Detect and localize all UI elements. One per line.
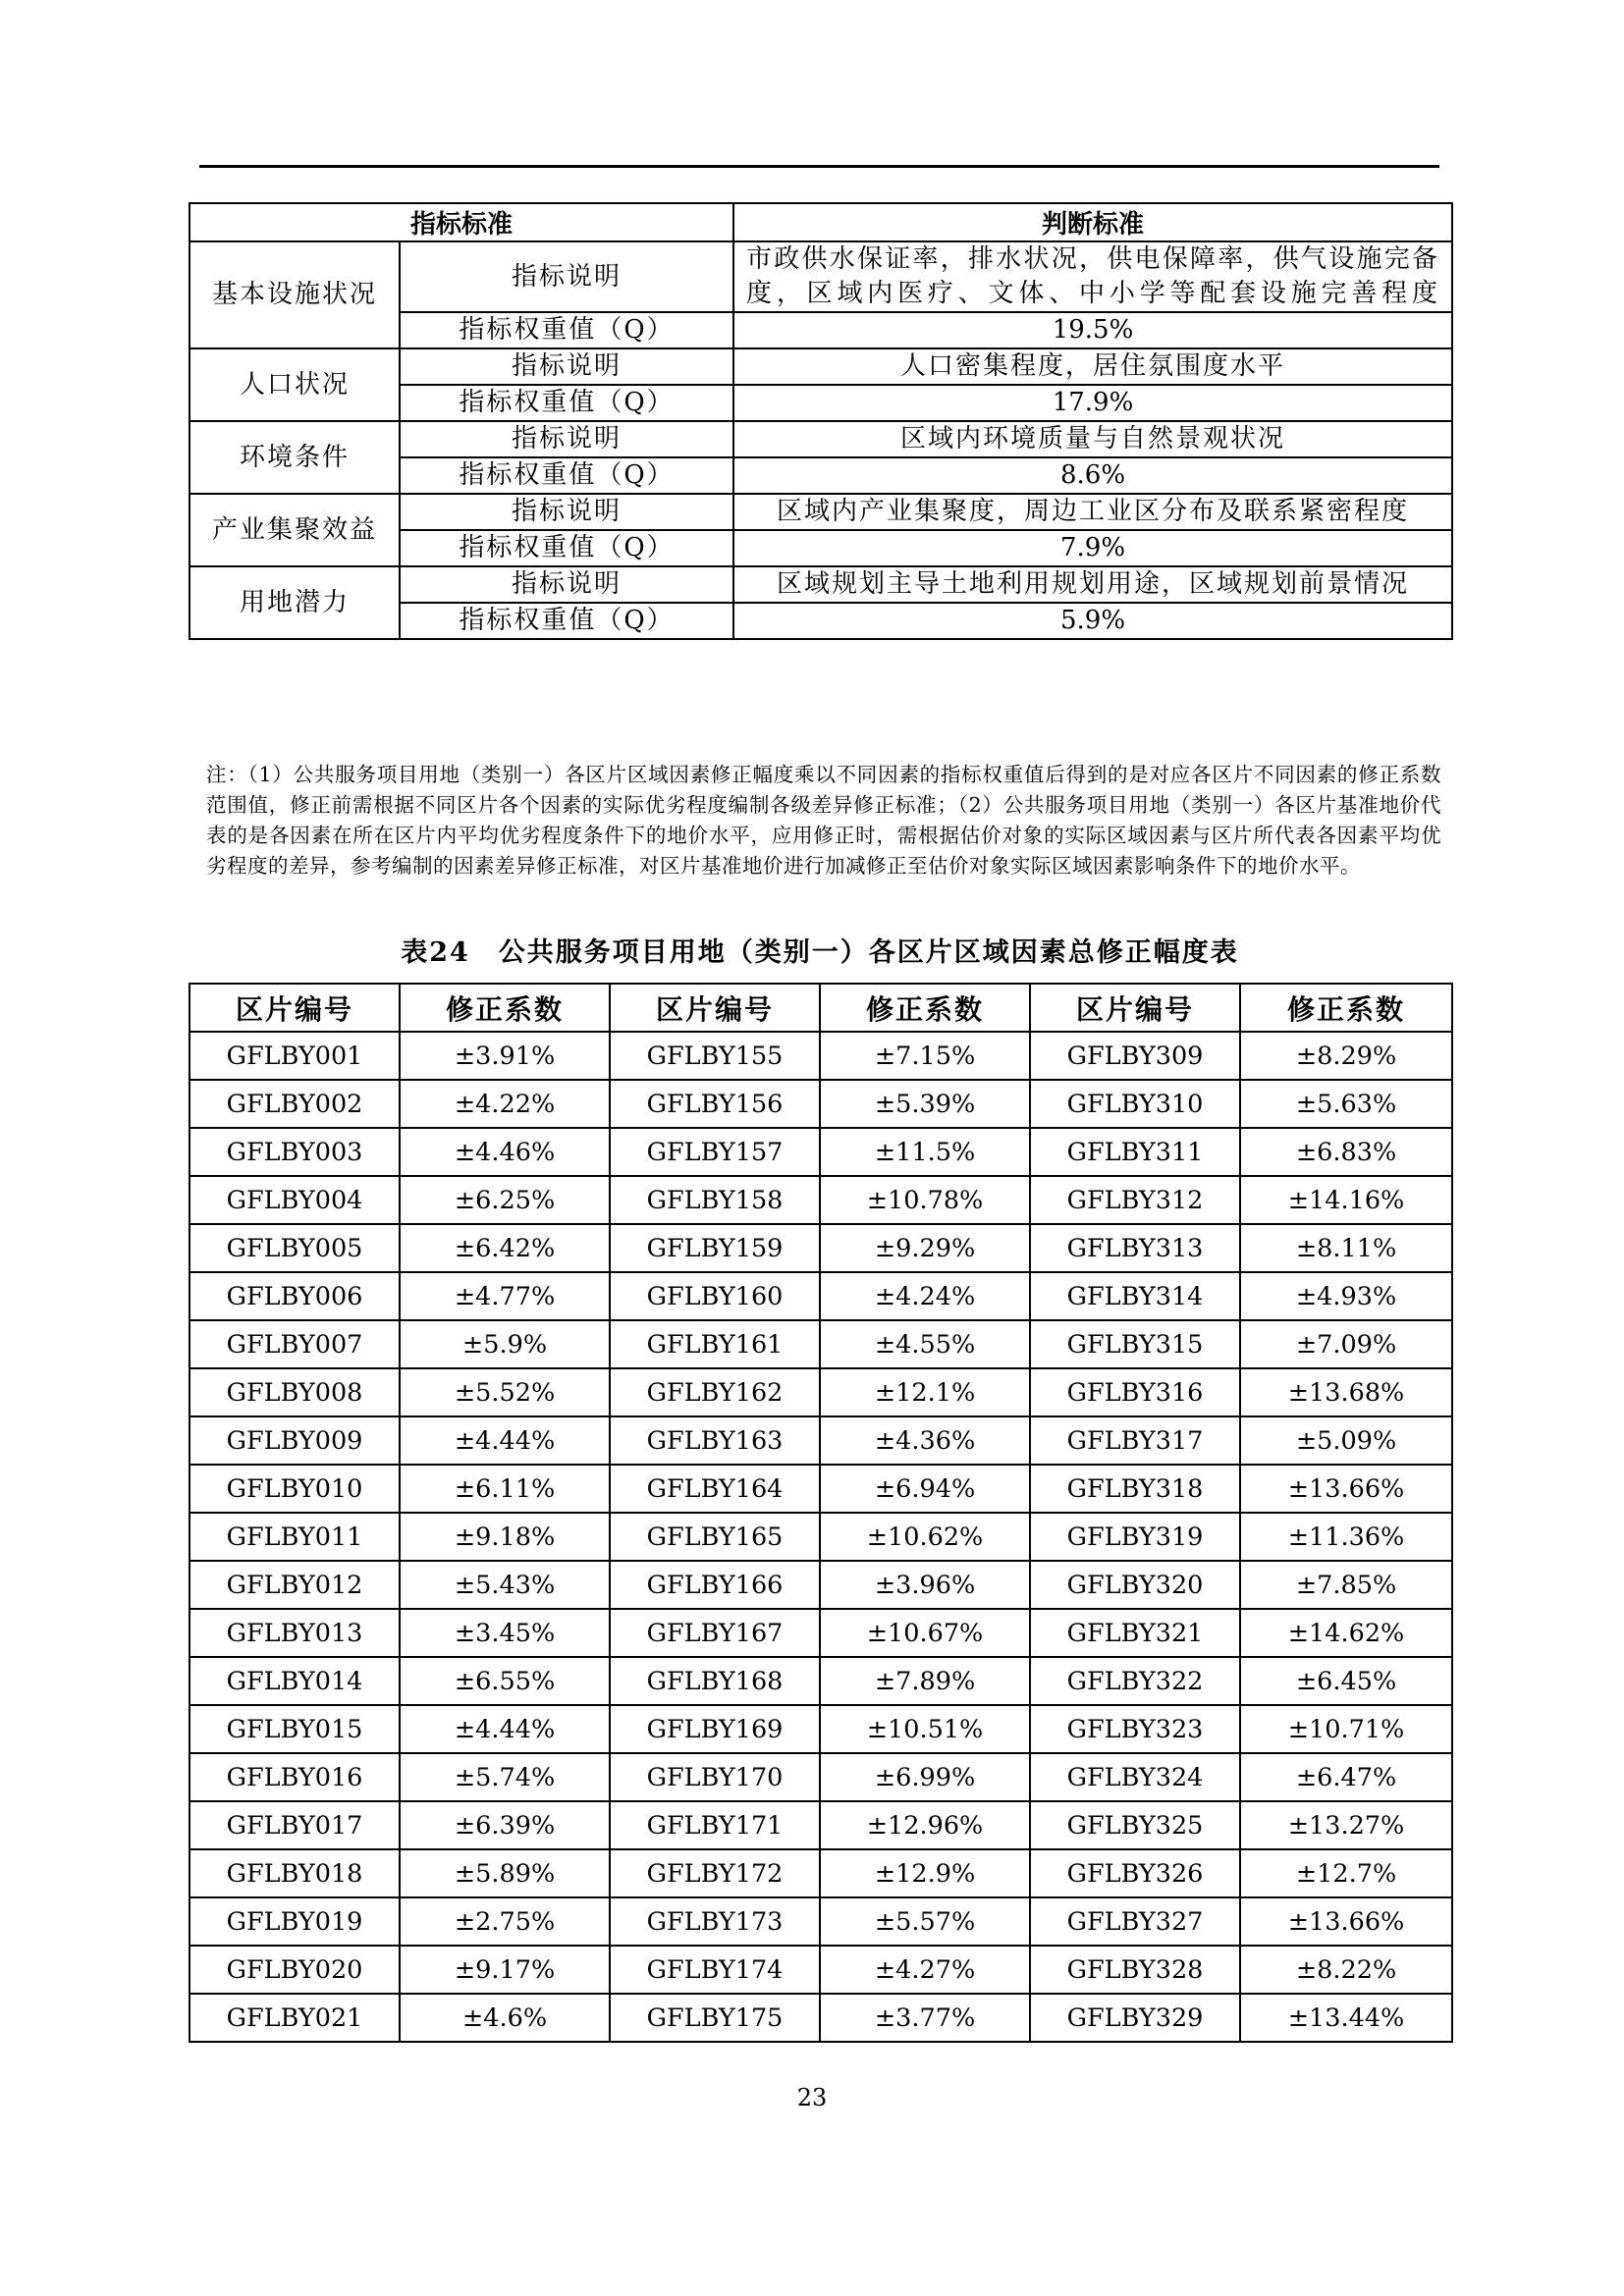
zone-id-cell: GFLBY016 [189, 1753, 400, 1801]
coefficient-cell: ±12.96% [820, 1801, 1030, 1849]
desc-label: 指标说明 [400, 421, 733, 457]
coefficient-cell: ±6.11% [400, 1465, 610, 1513]
coefficient-cell: ±4.6% [400, 1994, 610, 2042]
coefficient-cell: ±5.39% [820, 1080, 1030, 1128]
zone-id-cell: GFLBY324 [1030, 1753, 1240, 1801]
standards-row [189, 241, 1452, 312]
zone-id-cell: GFLBY315 [1030, 1320, 1240, 1368]
coefficient-cell: ±5.9% [400, 1320, 610, 1368]
col-header-zone-id: 区片编号 [610, 984, 820, 1032]
zone-id-cell: GFLBY163 [610, 1416, 820, 1465]
table-row [189, 1465, 1452, 1513]
coefficient-cell: ±4.93% [1240, 1272, 1452, 1320]
coefficient-cell: ±7.09% [1240, 1320, 1452, 1368]
header-rule [199, 165, 1439, 168]
zone-id-cell: GFLBY020 [189, 1946, 400, 1994]
coefficient-cell: ±2.75% [400, 1897, 610, 1946]
zone-id-cell: GFLBY019 [189, 1897, 400, 1946]
zone-id-cell: GFLBY174 [610, 1946, 820, 1994]
desc-text: 区域内环境质量与自然景观状况 [733, 421, 1452, 457]
col-header-zone-id: 区片编号 [189, 984, 400, 1032]
coefficient-cell: ±3.77% [820, 1994, 1030, 2042]
zone-id-cell: GFLBY166 [610, 1561, 820, 1609]
zone-id-cell: GFLBY021 [189, 1994, 400, 2042]
coefficient-cell: ±7.89% [820, 1657, 1030, 1705]
coefficient-cell: ±6.25% [400, 1176, 610, 1224]
desc-text: 市政供水保证率，排水状况，供电保障率，供气设施完备度，区域内医疗、文体、中小学等配套设施完善程度 [733, 241, 1452, 312]
coefficient-cell: ±5.57% [820, 1897, 1030, 1946]
coefficient-cell: ±3.91% [400, 1032, 610, 1080]
zone-id-cell: GFLBY003 [189, 1128, 400, 1176]
table-row [189, 1753, 1452, 1801]
desc-label: 指标说明 [400, 241, 733, 312]
coefficient-cell: ±10.67% [820, 1609, 1030, 1657]
coefficient-cell: ±12.7% [1240, 1849, 1452, 1897]
standards-row [189, 348, 1452, 385]
coefficient-cell: ±6.99% [820, 1753, 1030, 1801]
standards-row [189, 421, 1452, 457]
zone-id-cell: GFLBY310 [1030, 1080, 1240, 1128]
coefficient-cell: ±6.94% [820, 1465, 1030, 1513]
coefficient-cell: ±14.16% [1240, 1176, 1452, 1224]
table-row [189, 1368, 1452, 1416]
weight-value: 7.9% [733, 530, 1452, 566]
zone-id-cell: GFLBY168 [610, 1657, 820, 1705]
zone-id-cell: GFLBY325 [1030, 1801, 1240, 1849]
coefficient-cell: ±5.43% [400, 1561, 610, 1609]
weight-label: 指标权重值（Q） [400, 312, 733, 348]
coefficient-cell: ±11.5% [820, 1128, 1030, 1176]
zone-id-cell: GFLBY155 [610, 1032, 820, 1080]
coefficient-cell: ±6.45% [1240, 1657, 1452, 1705]
zone-id-cell: GFLBY002 [189, 1080, 400, 1128]
table24-caption: 表24 公共服务项目用地（类别一）各区片区域因素总修正幅度表 [401, 937, 1239, 968]
zone-id-cell: GFLBY327 [1030, 1897, 1240, 1946]
page-number: 23 [796, 2084, 828, 2111]
zone-id-cell: GFLBY013 [189, 1609, 400, 1657]
col-header-coefficient: 修正系数 [820, 984, 1030, 1032]
weight-label: 指标权重值（Q） [400, 530, 733, 566]
weight-value: 17.9% [733, 385, 1452, 421]
factor-name: 用地潜力 [189, 566, 400, 639]
zone-id-cell: GFLBY017 [189, 1801, 400, 1849]
zone-id-cell: GFLBY014 [189, 1657, 400, 1705]
zone-id-cell: GFLBY012 [189, 1561, 400, 1609]
coefficient-table [189, 983, 1453, 2043]
weight-value: 8.6% [733, 457, 1452, 494]
factor-name: 环境条件 [189, 421, 400, 494]
weight-label: 指标权重值（Q） [400, 603, 733, 639]
table-row [189, 1032, 1452, 1080]
zone-id-cell: GFLBY316 [1030, 1368, 1240, 1416]
table-row [189, 1320, 1452, 1368]
table-row [189, 1513, 1452, 1561]
table-row [189, 1080, 1452, 1128]
coefficient-cell: ±13.44% [1240, 1994, 1452, 2042]
table-row [189, 1224, 1452, 1272]
table-row [189, 1705, 1452, 1753]
table-row [189, 1897, 1452, 1946]
coefficient-cell: ±7.15% [820, 1032, 1030, 1080]
zone-id-cell: GFLBY318 [1030, 1465, 1240, 1513]
standards-header-indicator: 指标标准 [189, 203, 733, 241]
zone-id-cell: GFLBY015 [189, 1705, 400, 1753]
table-row [189, 1561, 1452, 1609]
zone-id-cell: GFLBY007 [189, 1320, 400, 1368]
coefficient-cell: ±6.55% [400, 1657, 610, 1705]
standards-row [189, 494, 1452, 530]
coefficient-cell: ±5.52% [400, 1368, 610, 1416]
factor-name: 人口状况 [189, 348, 400, 421]
zone-id-cell: GFLBY173 [610, 1897, 820, 1946]
zone-id-cell: GFLBY009 [189, 1416, 400, 1465]
standards-table [189, 202, 1453, 640]
zone-id-cell: GFLBY008 [189, 1368, 400, 1416]
weight-label: 指标权重值（Q） [400, 457, 733, 494]
coefficient-cell: ±5.63% [1240, 1080, 1452, 1128]
coefficient-cell: ±8.29% [1240, 1032, 1452, 1080]
coefficient-cell: ±4.44% [400, 1416, 610, 1465]
coefficient-cell: ±4.44% [400, 1705, 610, 1753]
coefficient-cell: ±11.36% [1240, 1513, 1452, 1561]
zone-id-cell: GFLBY312 [1030, 1176, 1240, 1224]
coefficient-cell: ±9.17% [400, 1946, 610, 1994]
coefficient-cell: ±5.09% [1240, 1416, 1452, 1465]
zone-id-cell: GFLBY323 [1030, 1705, 1240, 1753]
zone-id-cell: GFLBY156 [610, 1080, 820, 1128]
zone-id-cell: GFLBY162 [610, 1368, 820, 1416]
coefficient-cell: ±13.68% [1240, 1368, 1452, 1416]
zone-id-cell: GFLBY164 [610, 1465, 820, 1513]
coefficient-cell: ±6.42% [400, 1224, 610, 1272]
zone-id-cell: GFLBY011 [189, 1513, 400, 1561]
coefficient-cell: ±4.24% [820, 1272, 1030, 1320]
zone-id-cell: GFLBY319 [1030, 1513, 1240, 1561]
coefficient-cell: ±6.47% [1240, 1753, 1452, 1801]
zone-id-cell: GFLBY320 [1030, 1561, 1240, 1609]
zone-id-cell: GFLBY001 [189, 1032, 400, 1080]
weight-label: 指标权重值（Q） [400, 385, 733, 421]
coefficient-cell: ±5.89% [400, 1849, 610, 1897]
coefficient-cell: ±4.46% [400, 1128, 610, 1176]
desc-label: 指标说明 [400, 348, 733, 385]
coefficient-cell: ±5.74% [400, 1753, 610, 1801]
coefficient-cell: ±8.22% [1240, 1946, 1452, 1994]
zone-id-cell: GFLBY165 [610, 1513, 820, 1561]
zone-id-cell: GFLBY317 [1030, 1416, 1240, 1465]
coefficient-cell: ±13.66% [1240, 1897, 1452, 1946]
coefficient-cell: ±4.22% [400, 1080, 610, 1128]
zone-id-cell: GFLBY171 [610, 1801, 820, 1849]
factor-name: 产业集聚效益 [189, 494, 400, 566]
table-row [189, 1609, 1452, 1657]
col-header-zone-id: 区片编号 [1030, 984, 1240, 1032]
table-note: 注：（1）公共服务项目用地（类别一）各区片区域因素修正幅度乘以不同因素的指标权重值后得到的是对应各区片不同因素的修正系数范围值，修正前需根据不同区片各个因素的实际优劣程度编制各级差异修正标准；（2）公共服务项目用地（类别一）各区片基准地价代表的是各因素在所在区片内平均优劣程度条件下的地价水平，应用修正时，需根据估价对象的实际区域因素与区片所代表各因素平均优劣程度的差异，参考编制的因素差异修正标准，对区片基准地价进行加减修正至估价对象实际区域因素影响条件下的地价水平。 [206, 763, 1441, 878]
zone-id-cell: GFLBY322 [1030, 1657, 1240, 1705]
coefficient-cell: ±6.83% [1240, 1128, 1452, 1176]
zone-id-cell: GFLBY010 [189, 1465, 400, 1513]
zone-id-cell: GFLBY314 [1030, 1272, 1240, 1320]
zone-id-cell: GFLBY167 [610, 1609, 820, 1657]
zone-id-cell: GFLBY313 [1030, 1224, 1240, 1272]
coefficient-cell: ±3.45% [400, 1609, 610, 1657]
coefficient-cell: ±13.27% [1240, 1801, 1452, 1849]
zone-id-cell: GFLBY018 [189, 1849, 400, 1897]
desc-label: 指标说明 [400, 566, 733, 603]
table-row [189, 1272, 1452, 1320]
zone-id-cell: GFLBY006 [189, 1272, 400, 1320]
weight-value: 19.5% [733, 312, 1452, 348]
table-row [189, 1416, 1452, 1465]
table-row [189, 1994, 1452, 2042]
desc-text: 区域内产业集聚度，周边工业区分布及联系紧密程度 [733, 494, 1452, 530]
coefficient-cell: ±9.29% [820, 1224, 1030, 1272]
standards-row [189, 566, 1452, 603]
zone-id-cell: GFLBY172 [610, 1849, 820, 1897]
standards-header-judgement: 判断标准 [733, 203, 1452, 241]
coefficient-cell: ±13.66% [1240, 1465, 1452, 1513]
col-header-coefficient: 修正系数 [400, 984, 610, 1032]
coefficient-cell: ±4.55% [820, 1320, 1030, 1368]
table-row [189, 1176, 1452, 1224]
coefficient-cell: ±12.9% [820, 1849, 1030, 1897]
zone-id-cell: GFLBY328 [1030, 1946, 1240, 1994]
zone-id-cell: GFLBY159 [610, 1224, 820, 1272]
desc-label: 指标说明 [400, 494, 733, 530]
zone-id-cell: GFLBY157 [610, 1128, 820, 1176]
zone-id-cell: GFLBY329 [1030, 1994, 1240, 2042]
factor-name: 基本设施状况 [189, 241, 400, 348]
table-row [189, 1946, 1452, 1994]
coefficient-cell: ±6.39% [400, 1801, 610, 1849]
desc-text: 区域规划主导土地利用规划用途，区域规划前景情况 [733, 566, 1452, 603]
coefficient-cell: ±4.36% [820, 1416, 1030, 1465]
zone-id-cell: GFLBY311 [1030, 1128, 1240, 1176]
zone-id-cell: GFLBY160 [610, 1272, 820, 1320]
coefficient-cell: ±3.96% [820, 1561, 1030, 1609]
coefficient-cell: ±10.62% [820, 1513, 1030, 1561]
zone-id-cell: GFLBY170 [610, 1753, 820, 1801]
zone-id-cell: GFLBY309 [1030, 1032, 1240, 1080]
zone-id-cell: GFLBY169 [610, 1705, 820, 1753]
zone-id-cell: GFLBY158 [610, 1176, 820, 1224]
coefficient-cell: ±14.62% [1240, 1609, 1452, 1657]
table-row [189, 1128, 1452, 1176]
coefficient-cell: ±8.11% [1240, 1224, 1452, 1272]
table-row [189, 1849, 1452, 1897]
coefficient-cell: ±9.18% [400, 1513, 610, 1561]
zone-id-cell: GFLBY321 [1030, 1609, 1240, 1657]
coefficient-cell: ±10.71% [1240, 1705, 1452, 1753]
table-row [189, 1657, 1452, 1705]
table-row [189, 1801, 1452, 1849]
zone-id-cell: GFLBY326 [1030, 1849, 1240, 1897]
zone-id-cell: GFLBY004 [189, 1176, 400, 1224]
coefficient-cell: ±7.85% [1240, 1561, 1452, 1609]
zone-id-cell: GFLBY175 [610, 1994, 820, 2042]
desc-text: 人口密集程度，居住氛围度水平 [733, 348, 1452, 385]
coefficient-cell: ±4.77% [400, 1272, 610, 1320]
weight-value: 5.9% [733, 603, 1452, 639]
coefficient-cell: ±10.78% [820, 1176, 1030, 1224]
zone-id-cell: GFLBY005 [189, 1224, 400, 1272]
coefficient-cell: ±4.27% [820, 1946, 1030, 1994]
coefficient-cell: ±10.51% [820, 1705, 1030, 1753]
zone-id-cell: GFLBY161 [610, 1320, 820, 1368]
coefficient-cell: ±12.1% [820, 1368, 1030, 1416]
col-header-coefficient: 修正系数 [1240, 984, 1452, 1032]
